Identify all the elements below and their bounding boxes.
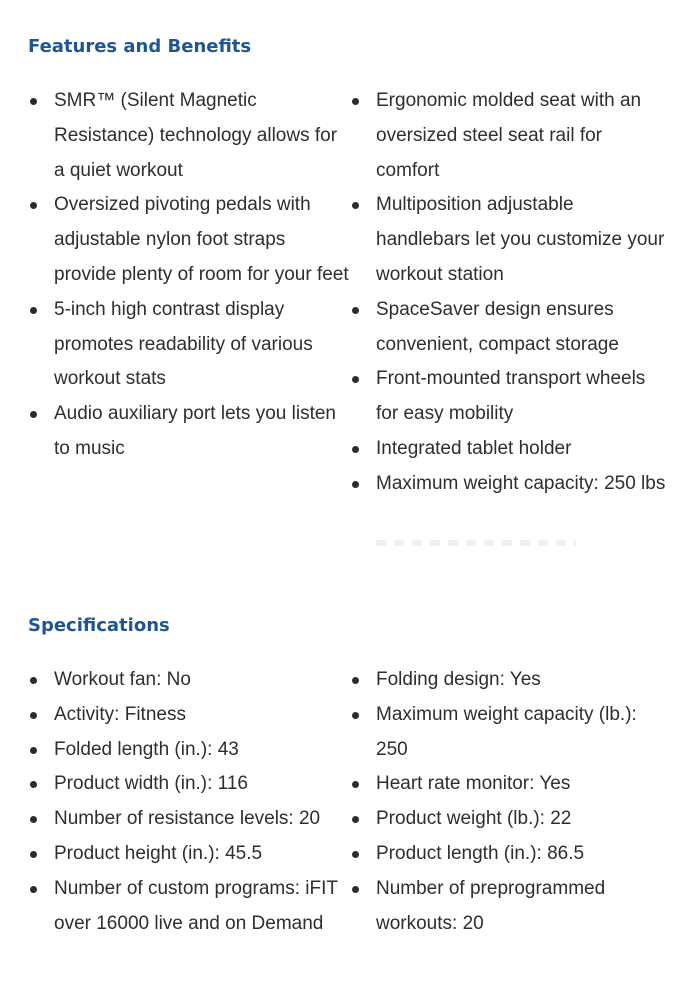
spec-list-item: Activity: Fitness	[28, 698, 350, 733]
specifications-right-list	[350, 663, 668, 941]
specifications-left-list	[28, 663, 350, 941]
spec-list-item: Workout fan: No	[28, 663, 350, 698]
specifications-heading: Specifications	[28, 615, 170, 636]
spec-list-item: Product width (in.): 116	[28, 767, 350, 802]
features-list-item: Front-mounted transport wheels for easy mobility	[350, 362, 668, 432]
features-section	[28, 34, 668, 502]
faded-cutoff-text	[376, 540, 576, 546]
features-list-item: Integrated tablet holder	[350, 432, 668, 467]
features-columns	[28, 84, 668, 502]
spec-list-item: Number of preprogrammed workouts: 20	[350, 872, 668, 942]
features-list-item: 5-inch high contrast display promotes readability of various workout stats	[28, 293, 350, 397]
spec-list-item: Product length (in.): 86.5	[350, 837, 668, 872]
features-list-item: Maximum weight capacity: 250 lbs	[350, 467, 668, 502]
specifications-columns	[28, 663, 668, 941]
features-left-list	[28, 84, 350, 502]
spec-list-item: Maximum weight capacity (lb.): 250	[350, 698, 668, 768]
spec-list-item: Number of custom programs: iFIT over 16000 live and on Demand	[28, 872, 350, 942]
spec-list-item: Product height (in.): 45.5	[28, 837, 350, 872]
spec-list-item: Heart rate monitor: Yes	[350, 767, 668, 802]
features-list-item: Audio auxiliary port lets you listen to music	[28, 397, 350, 467]
specifications-section	[28, 613, 668, 941]
features-list-item: Oversized pivoting pedals with adjustable nylon foot straps provide plenty of room for your feet	[28, 188, 350, 292]
features-list-item: SpaceSaver design ensures convenient, compact storage	[350, 293, 668, 363]
features-list-item: SMR™ (Silent Magnetic Resistance) technology allows for a quiet workout	[28, 84, 350, 188]
spec-list-item: Folding design: Yes	[350, 663, 668, 698]
features-list-item: Ergonomic molded seat with an oversized steel seat rail for comfort	[350, 84, 668, 188]
spec-list-item: Number of resistance levels: 20	[28, 802, 350, 837]
features-heading: Features and Benefits	[28, 36, 252, 57]
spec-list-item: Folded length (in.): 43	[28, 733, 350, 768]
features-list-item: Multiposition adjustable handlebars let you customize your workout station	[350, 188, 668, 292]
features-right-list	[350, 84, 668, 502]
spec-list-item: Product weight (lb.): 22	[350, 802, 668, 837]
